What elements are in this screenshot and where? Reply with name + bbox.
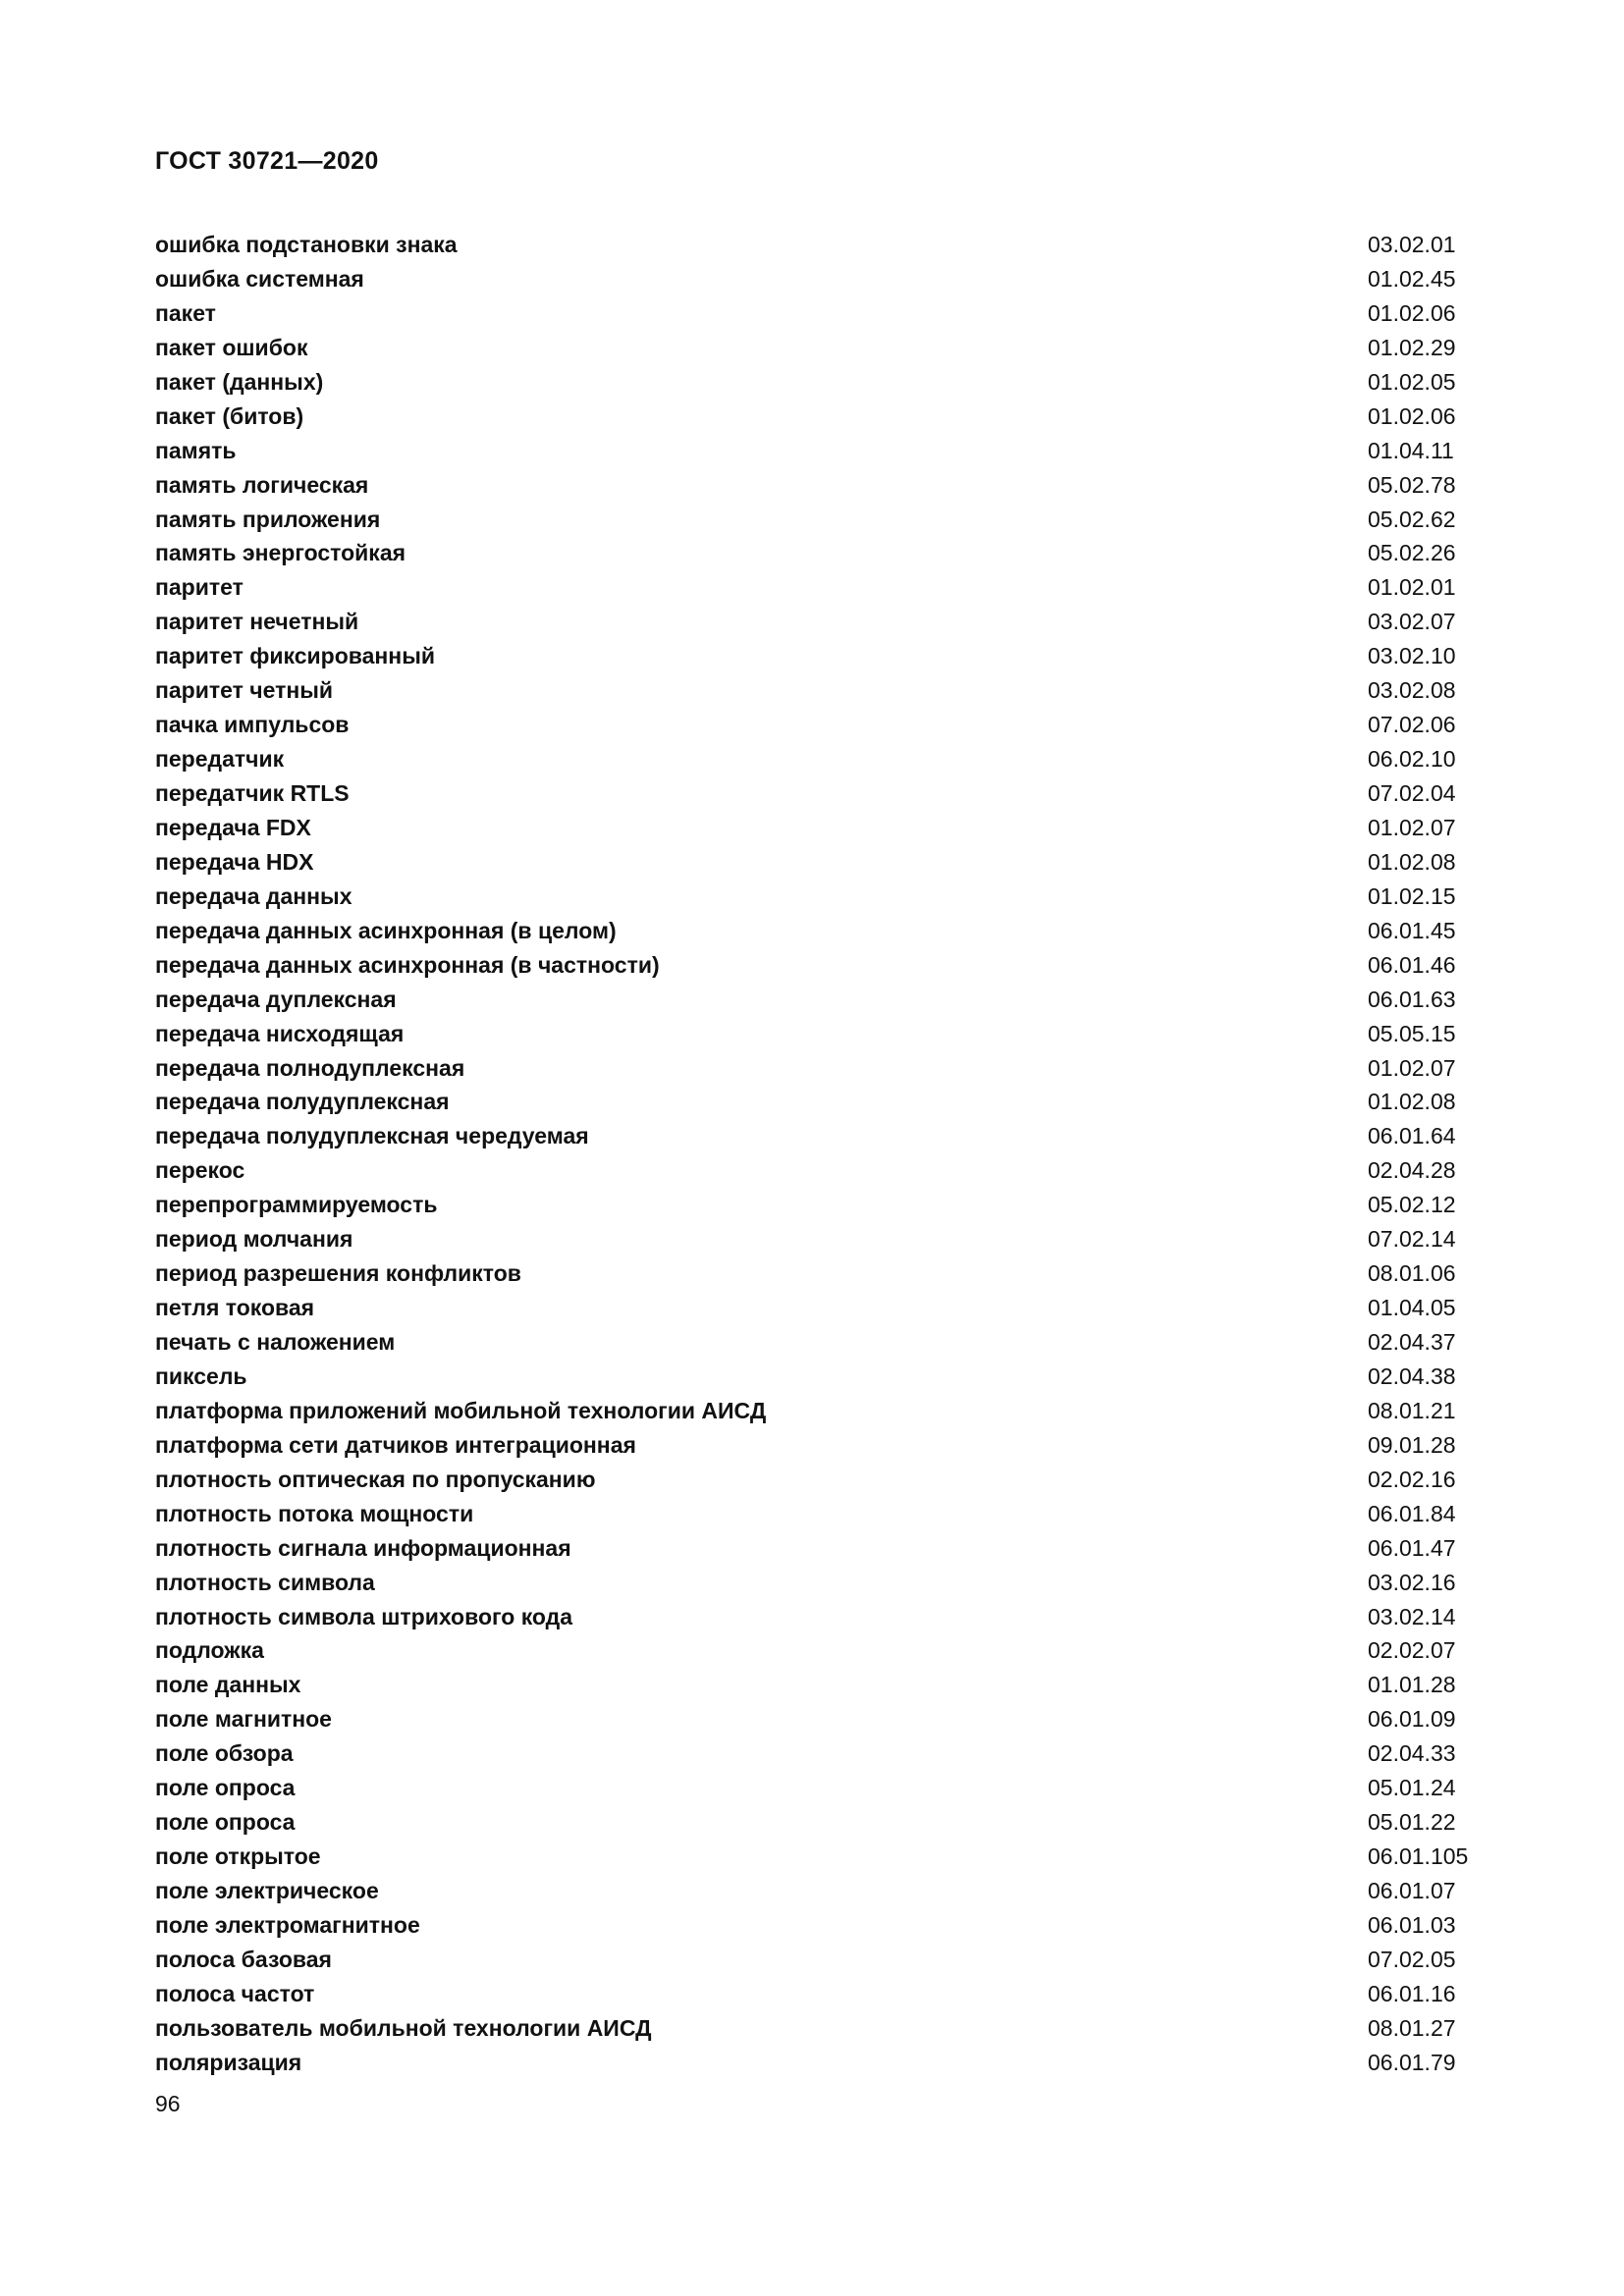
index-term: паритет нечетный: [155, 609, 359, 635]
index-term: пакет (данных): [155, 368, 324, 395]
index-code: 02.02.07: [1368, 1637, 1456, 1664]
index-term: пачка импульсов: [155, 712, 350, 738]
index-term: пакет (битов): [155, 402, 304, 429]
index-term: пиксель: [155, 1362, 247, 1389]
index-term: период молчания: [155, 1226, 353, 1253]
index-term: плотность потока мощности: [155, 1500, 474, 1526]
index-entry: [155, 845, 1490, 880]
index-code: 08.01.06: [1368, 1260, 1456, 1287]
index-term: поляризация: [155, 2049, 302, 2075]
index-term: паритет: [155, 574, 244, 601]
index-entry: [155, 1531, 1490, 1566]
index-entry: [155, 570, 1490, 605]
index-term: передача HDX: [155, 848, 314, 875]
document-header: ГОСТ 30721—2020: [155, 147, 379, 175]
index-code: 01.02.08: [1368, 848, 1456, 875]
page-number: 96: [155, 2091, 181, 2116]
index-term: передатчик RTLS: [155, 780, 350, 806]
index-entry: [155, 811, 1490, 845]
index-entry: [155, 1736, 1490, 1771]
index-term: передача FDX: [155, 814, 311, 840]
index-entry: [155, 2046, 1490, 2080]
index-term: передача полнодуплексная: [155, 1054, 465, 1081]
index-entry: [155, 742, 1490, 776]
index-code: 05.02.62: [1368, 506, 1456, 532]
index-term: пакет ошибок: [155, 334, 308, 360]
index-term: период разрешения конфликтов: [155, 1260, 521, 1287]
index-entry: [155, 1291, 1490, 1325]
index-term: перекос: [155, 1157, 245, 1184]
index-entry: [155, 1188, 1490, 1222]
index-term: передача полудуплексная: [155, 1089, 450, 1115]
index-entry: [155, 536, 1490, 570]
index-code: 01.04.05: [1368, 1295, 1456, 1321]
index-entry: [155, 503, 1490, 537]
index-code: 05.02.12: [1368, 1192, 1456, 1218]
index-code: 01.02.15: [1368, 882, 1456, 909]
index-code: 08.01.27: [1368, 2014, 1456, 2041]
index-code: 09.01.28: [1368, 1431, 1456, 1458]
index-code: 06.01.79: [1368, 2049, 1456, 2075]
index-code: 01.02.45: [1368, 265, 1456, 292]
index-code: 07.02.04: [1368, 780, 1456, 806]
index-term: ошибка системная: [155, 265, 364, 292]
index-term: поле опроса: [155, 1775, 296, 1801]
index-term: поле данных: [155, 1672, 301, 1698]
index-term: память приложения: [155, 506, 381, 532]
index-code: 05.02.78: [1368, 471, 1456, 498]
index-entry: [155, 1463, 1490, 1497]
index-code: 06.01.105: [1368, 1843, 1469, 1870]
index-term: плотность символа: [155, 1569, 375, 1595]
index-code: 02.04.37: [1368, 1329, 1456, 1355]
index-term: передача полудуплексная чередуемая: [155, 1123, 589, 1149]
index-entry: [155, 1394, 1490, 1428]
index-entry: [155, 1805, 1490, 1840]
index-code: 03.02.14: [1368, 1603, 1456, 1629]
index-entry: [155, 880, 1490, 914]
index-code: 08.01.21: [1368, 1397, 1456, 1423]
index-entry: [155, 400, 1490, 434]
index-term: память логическая: [155, 471, 369, 498]
index-entry: [155, 1943, 1490, 1977]
index-entry: [155, 1360, 1490, 1394]
index-term: ошибка подстановки знака: [155, 232, 458, 257]
index-code: 05.05.15: [1368, 1020, 1456, 1046]
index-entry: [155, 639, 1490, 673]
index-term: подложка: [155, 1637, 264, 1664]
index-term: передача данных: [155, 882, 352, 909]
index-entry: [155, 1428, 1490, 1463]
index-term: плотность сигнала информационная: [155, 1534, 571, 1561]
index-entry: [155, 434, 1490, 468]
index-term: поле магнитное: [155, 1706, 332, 1733]
index-code: 01.02.01: [1368, 574, 1456, 601]
index-term: пакет: [155, 299, 216, 326]
index-entry: [155, 605, 1490, 639]
index-entry: [155, 1840, 1490, 1874]
index-code: 06.01.03: [1368, 1911, 1456, 1938]
index-term: петля токовая: [155, 1295, 315, 1321]
index-term: паритет фиксированный: [155, 643, 435, 669]
index-term: передача данных асинхронная (в частности): [155, 951, 660, 978]
index-term: поле обзора: [155, 1740, 294, 1767]
index-code: 02.04.28: [1368, 1157, 1456, 1184]
index-code: 06.01.84: [1368, 1500, 1456, 1526]
index-entry: [155, 1325, 1490, 1360]
index-entry: [155, 1771, 1490, 1805]
index-term: передача данных асинхронная (в целом): [155, 917, 617, 943]
index-term: платформа сети датчиков интеграционная: [155, 1431, 636, 1458]
index-term: печать с наложением: [155, 1329, 396, 1355]
index-code: 06.01.63: [1368, 986, 1456, 1012]
index-code: 03.02.10: [1368, 643, 1456, 669]
index-code: 03.02.08: [1368, 677, 1456, 704]
index-term: память: [155, 437, 237, 463]
index-code: 06.01.47: [1368, 1534, 1456, 1561]
index-entry: [155, 296, 1490, 331]
index-term: поле опроса: [155, 1809, 296, 1836]
term-index-list: [155, 228, 1490, 2080]
index-code: 02.04.38: [1368, 1362, 1456, 1389]
index-entry: [155, 1600, 1490, 1634]
index-code: 01.01.28: [1368, 1672, 1456, 1698]
index-code: 01.02.05: [1368, 368, 1456, 395]
index-entry: [155, 1668, 1490, 1702]
index-code: 01.02.08: [1368, 1089, 1456, 1115]
index-code: 03.02.16: [1368, 1569, 1456, 1595]
index-entry: [155, 1702, 1490, 1736]
index-code: 02.04.33: [1368, 1740, 1456, 1767]
index-code: 01.02.07: [1368, 1054, 1456, 1081]
index-entry: [155, 228, 1490, 262]
index-code: 06.01.45: [1368, 917, 1456, 943]
index-term: полоса частот: [155, 1980, 315, 2006]
index-term: поле открытое: [155, 1843, 321, 1870]
index-term: полоса базовая: [155, 1946, 332, 1972]
index-entry: [155, 2011, 1490, 2046]
index-entry: [155, 365, 1490, 400]
index-code: 01.02.06: [1368, 299, 1456, 326]
index-entry: [155, 1633, 1490, 1668]
index-entry: [155, 1222, 1490, 1256]
index-term: плотность оптическая по пропусканию: [155, 1466, 596, 1492]
index-entry: [155, 1085, 1490, 1119]
index-entry: [155, 708, 1490, 742]
index-entry: [155, 468, 1490, 503]
index-code: 07.02.14: [1368, 1226, 1456, 1253]
index-term: поле электрическое: [155, 1878, 379, 1903]
index-entry: [155, 1017, 1490, 1051]
index-code: 05.02.26: [1368, 540, 1456, 566]
index-entry: [155, 1051, 1490, 1086]
index-entry: [155, 1119, 1490, 1153]
index-entry: [155, 1497, 1490, 1531]
index-term: плотность символа штрихового кода: [155, 1603, 573, 1629]
index-code: 06.01.09: [1368, 1706, 1456, 1733]
index-term: передатчик: [155, 746, 285, 773]
index-code: 01.02.07: [1368, 814, 1456, 840]
index-code: 06.01.16: [1368, 1980, 1456, 2006]
index-code: 07.02.06: [1368, 712, 1456, 738]
index-entry: [155, 1153, 1490, 1188]
index-term: пользователь мобильной технологии АИСД: [155, 2014, 652, 2041]
index-entry: [155, 1908, 1490, 1943]
index-code: 01.02.29: [1368, 334, 1456, 360]
index-code: 02.02.16: [1368, 1466, 1456, 1492]
index-term: перепрограммируемость: [155, 1192, 438, 1218]
index-term: передача нисходящая: [155, 1020, 405, 1046]
index-code: 05.01.22: [1368, 1809, 1456, 1836]
index-entry: [155, 914, 1490, 948]
index-entry: [155, 262, 1490, 296]
index-entry: [155, 776, 1490, 811]
index-code: 01.04.11: [1368, 437, 1454, 463]
index-code: 06.02.10: [1368, 746, 1456, 773]
index-term: платформа приложений мобильной технологии АИСД: [155, 1397, 767, 1423]
index-code: 03.02.01: [1368, 232, 1456, 257]
index-entry: [155, 983, 1490, 1017]
index-entry: [155, 1874, 1490, 1908]
index-entry: [155, 948, 1490, 983]
index-term: передача дуплексная: [155, 986, 397, 1012]
index-term: поле электромагнитное: [155, 1911, 420, 1938]
index-code: 07.02.05: [1368, 1946, 1456, 1972]
index-code: 05.01.24: [1368, 1775, 1456, 1801]
index-entry: [155, 1977, 1490, 2011]
index-code: 06.01.46: [1368, 951, 1456, 978]
index-term: память энергостойкая: [155, 540, 406, 566]
index-entry: [155, 331, 1490, 365]
index-code: 01.02.06: [1368, 402, 1456, 429]
index-entry: [155, 1566, 1490, 1600]
index-code: 06.01.07: [1368, 1878, 1456, 1903]
index-entry: [155, 673, 1490, 708]
index-term: паритет четный: [155, 677, 334, 704]
index-entry: [155, 1256, 1490, 1291]
index-code: 06.01.64: [1368, 1123, 1456, 1149]
index-code: 03.02.07: [1368, 609, 1456, 635]
